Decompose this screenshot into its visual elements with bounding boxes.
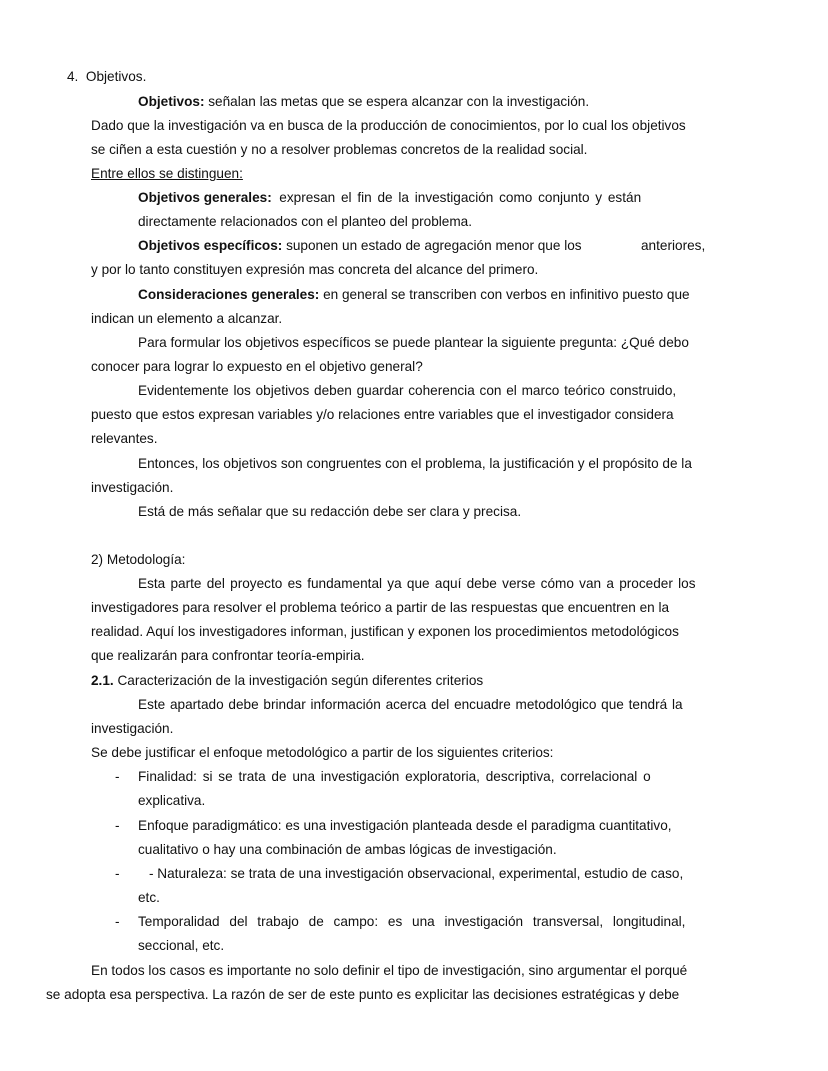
objectives-definition bbox=[138, 94, 589, 110]
subsection-para-line-1: Este apartado debe brindar información acerca del encuadre metodológico que tendrá la bbox=[138, 697, 683, 712]
bullet-temporalidad-line-1: Temporalidad del trabajo de campo: es una investigación transversal, longitudinal, bbox=[138, 914, 686, 929]
definition-text: señalan las metas que se espera alcanzar con la investigación. bbox=[204, 94, 590, 109]
general-objectives-line-2: directamente relacionados con el planteo del problema. bbox=[138, 214, 473, 229]
considerations-line-2: indican un elemento a alcanzar. bbox=[91, 311, 283, 326]
distinguish-label: Entre ellos se distinguen: bbox=[91, 166, 243, 181]
bullet-marker: - bbox=[115, 818, 120, 833]
section-number: 4. bbox=[67, 69, 79, 84]
criteria-intro: Se debe justificar el enfoque metodológico a partir de los siguientes criterios: bbox=[91, 745, 554, 760]
bullet-enfoque-line-2: cualitativo o hay una combinación de ambas lógicas de investigación. bbox=[138, 842, 557, 857]
bullet-naturaleza-line-2: etc. bbox=[138, 890, 160, 905]
bullet-marker: - bbox=[115, 866, 120, 881]
section-title: Objetivos. bbox=[85, 69, 147, 84]
method-para-line-1: Esta parte del proyecto es fundamental ya que aquí debe verse cómo van a proceder los bbox=[138, 576, 696, 591]
subsection-heading bbox=[91, 673, 483, 689]
para-coherence-line-1: Evidentemente los objetivos deben guardar coherencia con el marco teórico construido, bbox=[138, 383, 677, 398]
method-para-line-3: realidad. Aquí los investigadores informan, justifican y exponen los procedimientos metodológicos bbox=[91, 624, 679, 639]
term-general: Objetivos generales: bbox=[138, 190, 272, 205]
para-coherence-line-3: relevantes. bbox=[91, 431, 158, 446]
bullet-finalidad-line-2: explicativa. bbox=[138, 793, 206, 808]
para-congruence-line-1: Entonces, los objetivos son congruentes con el problema, la justificación y el propósito de la bbox=[138, 456, 692, 471]
bullet-naturaleza-line-1: - Naturaleza: se trata de una investigación observacional, experimental, estudio de caso, bbox=[149, 866, 684, 881]
bullet-enfoque-line-1: Enfoque paradigmático: es una investigación planteada desde el paradigma cuantitativo, bbox=[138, 818, 672, 833]
subsection-para-line-2: investigación. bbox=[91, 721, 174, 736]
text: suponen un estado de agregación menor que los bbox=[286, 238, 582, 253]
para-clarity: Está de más señalar que su redacción debe ser clara y precisa. bbox=[138, 504, 522, 519]
closing-para-line-1: En todos los casos es importante no solo definir el tipo de investigación, sino argumentar el porqué bbox=[91, 963, 688, 978]
method-para-line-4: que realizarán para confrontar teoría-empiria. bbox=[91, 648, 365, 663]
specific-objectives-line-2: y por lo tanto constituyen expresión mas concreta del alcance del primero. bbox=[91, 262, 539, 277]
term-objetivos: Objetivos: bbox=[138, 94, 205, 109]
bullet-marker: - bbox=[115, 914, 120, 929]
specific-objectives-line-1-end: anteriores, bbox=[641, 238, 706, 253]
subsection-title: Caracterización de la investigación según diferentes criterios bbox=[113, 673, 484, 688]
bullet-finalidad-line-1: Finalidad: si se trata de una investigación exploratoria, descriptiva, correlacional o bbox=[138, 769, 651, 784]
bullet-temporalidad-line-2: seccional, etc. bbox=[138, 938, 225, 953]
para-coherence-line-2: puesto que estos expresan variables y/o relaciones entre variables que el investigador considera bbox=[91, 407, 674, 422]
general-objectives-line-1 bbox=[138, 190, 641, 206]
considerations-line-1 bbox=[138, 287, 690, 303]
para-question-line-1: Para formular los objetivos específicos se puede plantear la siguiente pregunta: ¿Qué debo bbox=[138, 335, 689, 350]
subsection-number: 2.1. bbox=[91, 673, 114, 688]
text: en general se transcriben con verbos en infinitivo puesto que bbox=[319, 287, 690, 302]
para-congruence-line-2: investigación. bbox=[91, 480, 174, 495]
text: expresan el fin de la investigación como conjunto y están bbox=[279, 190, 642, 205]
section-4-heading bbox=[67, 69, 146, 85]
bullet-marker: - bbox=[115, 769, 120, 784]
para-question-line-2: conocer para lograr lo expuesto en el objetivo general? bbox=[91, 359, 423, 374]
methodology-heading: 2) Metodología: bbox=[91, 552, 186, 567]
closing-para-line-2: se adopta esa perspectiva. La razón de ser de este punto es explicitar las decisiones estratégicas y debe bbox=[46, 987, 680, 1002]
term-specific: Objetivos específicos: bbox=[138, 238, 283, 253]
term-considerations: Consideraciones generales: bbox=[138, 287, 320, 302]
specific-objectives-line-1 bbox=[138, 238, 582, 254]
intro-line-2: se ciñen a esta cuestión y no a resolver problemas concretos de la realidad social. bbox=[91, 142, 588, 157]
method-para-line-2: investigadores para resolver el problema teórico a partir de las respuestas que encuentren en la bbox=[91, 600, 670, 615]
intro-line-1 bbox=[91, 118, 712, 134]
text: Dado que la investigación va en busca de la producción de conocimientos, por lo cual los objetivos bbox=[91, 118, 686, 133]
